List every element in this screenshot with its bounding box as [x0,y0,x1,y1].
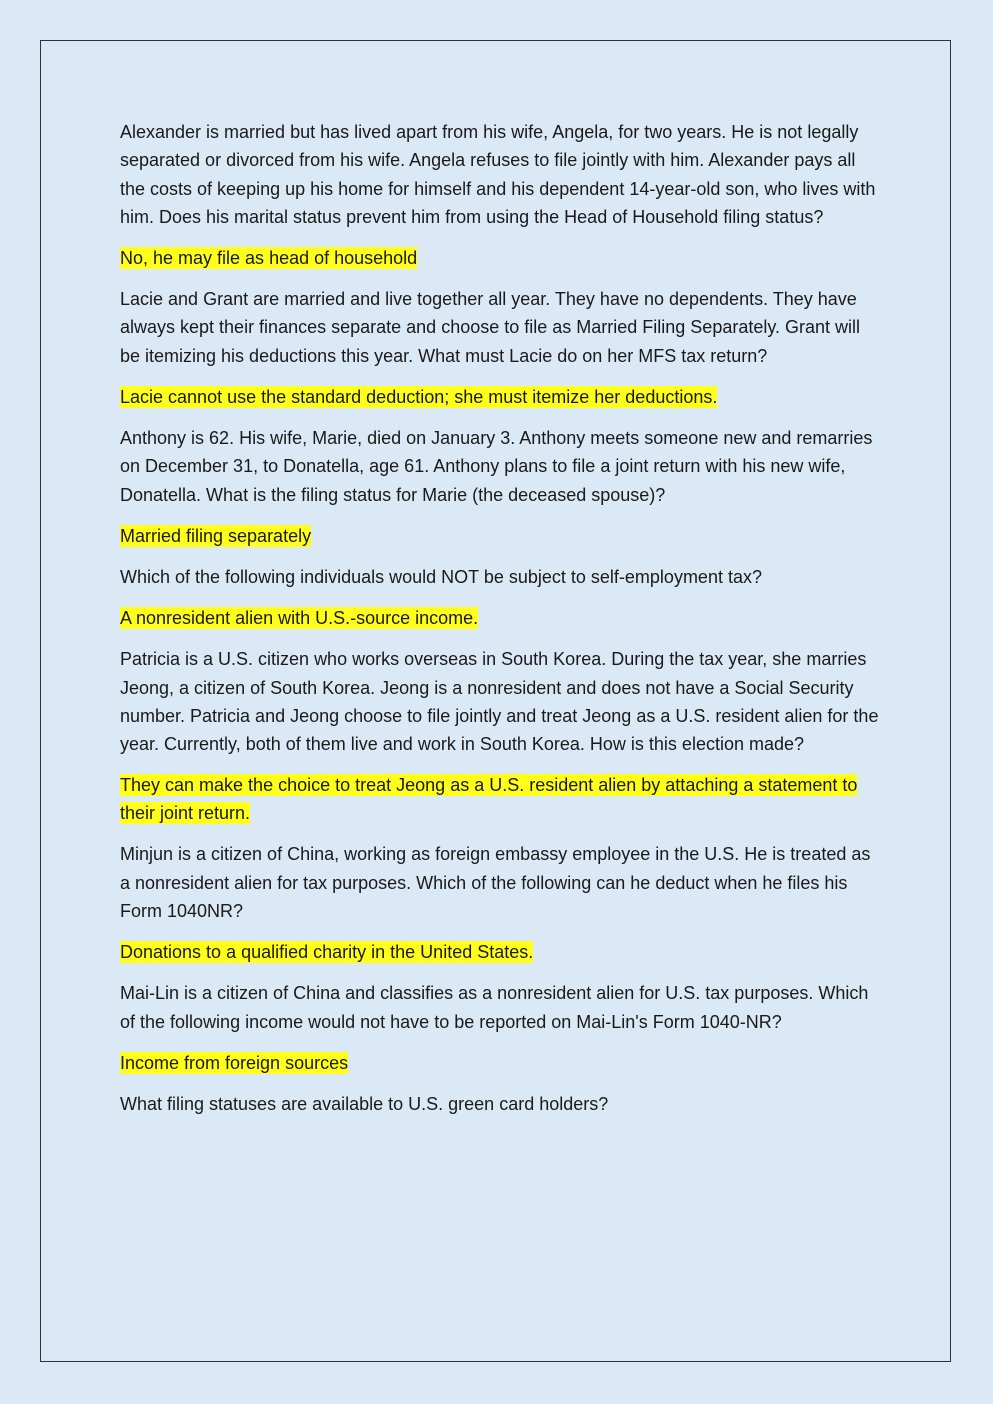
answer-4 [120,604,880,632]
answer-7 [120,1049,880,1077]
answer-3-highlight: Married filing separately [120,525,312,546]
question-7: Mai-Lin is a citizen of China and classifies as a nonresident alien for U.S. tax purposes. Which of the following income would not have to be reported on Mai-Lin's Form 1040-NR? [120,983,869,1032]
answer-1-highlight: No, he may file as head of household [120,248,418,269]
document-body [120,118,880,1131]
answer-2-highlight: Lacie cannot use the standard deduction; she must itemize her deductions. [120,387,718,408]
question-1: Alexander is married but has lived apart from his wife, Angela, for two years. He is not legally separated or divorced from his wife. Angela refuses to file jointly with him. Alexander pays all the costs of keeping up his home for himself and his dependent 14-year-old son, who lives with him. Does his marital status prevent him from using the Head of Household filing status? [120,122,876,227]
answer-1 [120,244,880,272]
answer-3 [120,522,880,550]
answer-5 [120,771,880,827]
answer-6-highlight: Donations to a qualified charity in the United States. [120,942,534,963]
question-6: Minjun is a citizen of China, working as foreign embassy employee in the U.S. He is treated as a nonresident alien for tax purposes. Which of the following can he deduct when he files his Form 1040NR? [120,844,871,922]
question-3: Anthony is 62. His wife, Marie, died on January 3. Anthony meets someone new and remarries on December 31, to Donatella, age 61. Anthony plans to file a joint return with his new wife, Donatella. What is the filing status for Marie (the deceased spouse)? [120,428,873,505]
question-8: What filing statuses are available to U.S. green card holders? [120,1093,609,1114]
answer-2 [120,383,880,411]
question-4: Which of the following individuals would NOT be subject to self-employment tax? [120,566,762,587]
answer-6 [120,938,880,966]
answer-5-highlight: They can make the choice to treat Jeong as a U.S. resident alien by attaching a statement to their joint return. [120,775,858,824]
question-2: Lacie and Grant are married and live together all year. They have no dependents. They have always kept their finances separate and choose to file as Married Filing Separately. Grant will be itemizing his deductions this year. What must Lacie do on her MFS tax return? [120,289,861,366]
question-5: Patricia is a U.S. citizen who works overseas in South Korea. During the tax year, she marries Jeong, a citizen of South Korea. Jeong is a nonresident and does not have a Social Security number. Patricia and Jeong choose to file jointly and treat Jeong as a U.S. resident alien for the year. Currently, both of them live and work in South Korea. How is this election made? [120,649,879,755]
answer-4-highlight: A nonresident alien with U.S.-source income. [120,608,479,629]
answer-7-highlight: Income from foreign sources [120,1052,349,1073]
